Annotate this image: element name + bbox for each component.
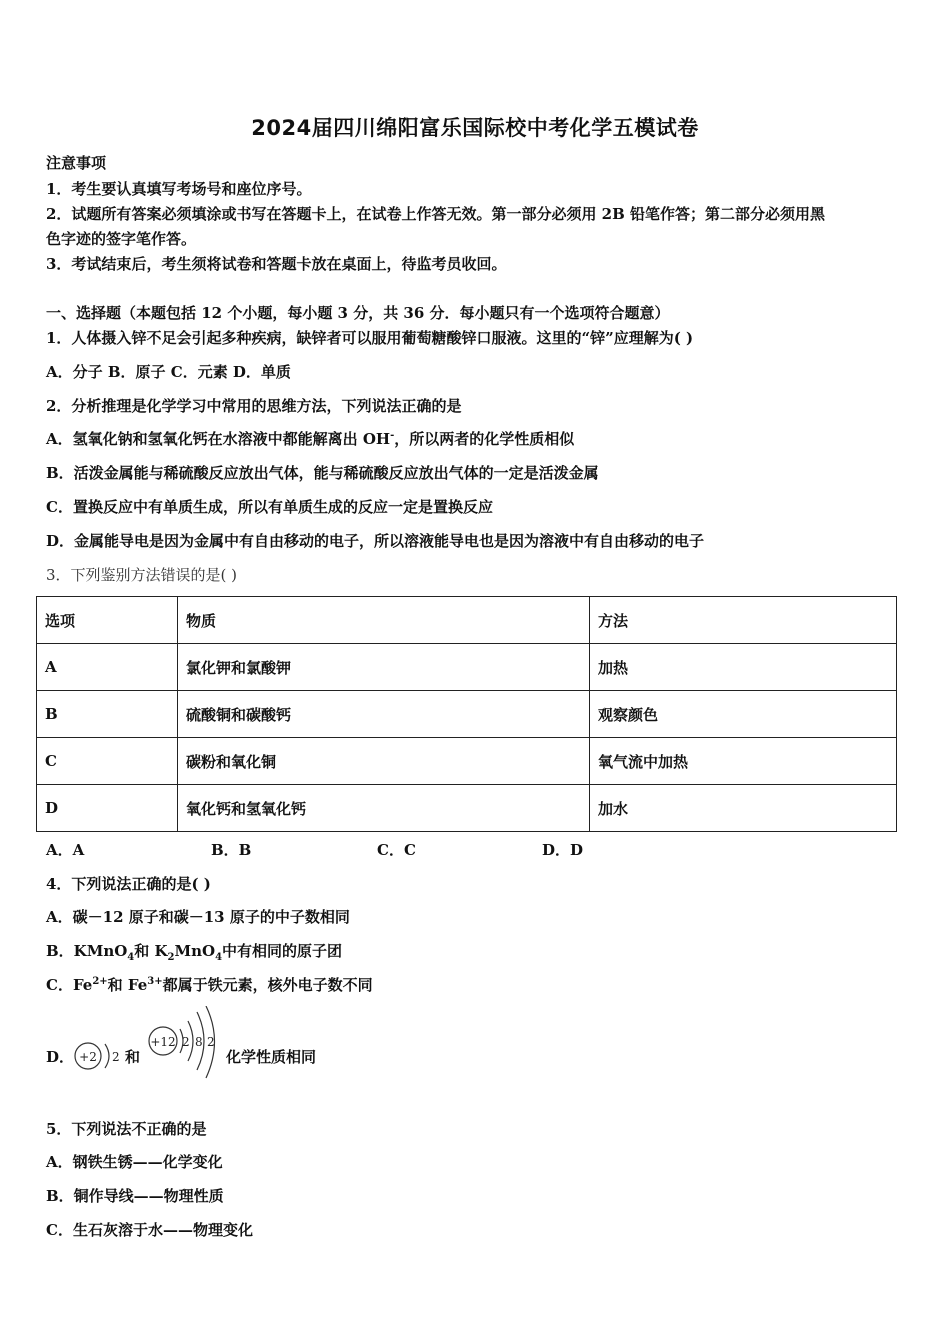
question-5-option-c: C．生石灰溶于水——物理变化 <box>46 1221 253 1239</box>
table-header: 方法 <box>590 597 897 644</box>
table-cell: 加热 <box>590 644 897 691</box>
table-cell: A <box>37 644 178 691</box>
atom2-shell-2-label: 8 <box>195 1035 203 1049</box>
table-cell: 加水 <box>590 785 897 832</box>
question-4-option-d-label: D． <box>46 1048 75 1066</box>
table-cell: 氧气流中加热 <box>590 738 897 785</box>
notice-heading: 注意事项 <box>46 154 107 172</box>
magnesium-atom-structure-diagram <box>146 1006 224 1082</box>
question-3-option-a: A．A <box>46 841 85 859</box>
table-header-row <box>37 597 897 644</box>
atom1-shell-label: 2 <box>112 1050 120 1064</box>
table-cell: 观察颜色 <box>590 691 897 738</box>
atom1-nucleus-label: +2 <box>79 1050 97 1064</box>
question-2-option-d: D．金属能导电是因为金属中有自由移动的电子，所以溶液能导电也是因为溶液中有自由移动的电子 <box>46 532 705 550</box>
question-1-options: A．分子 B．原子 C．元素 D．单质 <box>46 363 291 381</box>
notice-item: 色字迹的签字笔作答。 <box>46 230 197 248</box>
question-4-and: 和 <box>125 1048 141 1066</box>
atom2-shell-1-label: 2 <box>182 1035 190 1049</box>
question-2-option-b: B．活泼金属能与稀硫酸反应放出气体，能与稀硫酸反应放出气体的一定是活泼金属 <box>46 464 599 482</box>
notice-item: 2．试题所有答案必须填涂或书写在答题卡上，在试卷上作答无效。第一部分必须用 2B 铅笔作答；第二部分必须用黑 <box>46 205 826 223</box>
question-4-stem: 4．下列说法正确的是( ) <box>46 875 211 893</box>
question-4-option-a: A．碳－12 原子和碳－13 原子的中子数相同 <box>46 908 350 926</box>
question-5-option-a: A．钢铁生锈——化学变化 <box>46 1153 223 1171</box>
table-header: 物质 <box>178 597 590 644</box>
question-4-option-d-text: 化学性质相同 <box>226 1048 317 1066</box>
notice-item: 1．考生要认真填写考场号和座位序号。 <box>46 180 312 198</box>
atom2-nucleus-label: +12 <box>150 1035 176 1049</box>
table-cell: B <box>37 691 178 738</box>
table-cell: C <box>37 738 178 785</box>
question-4-option-c: C．$Fe^{2+}$和 $Fe^{3+}$都属于铁元素，核外电子数不同 <box>46 976 373 994</box>
question-2-option-c: C．置换反应中有单质生成，所以有单质生成的反应一定是置换反应 <box>46 498 493 516</box>
question-4-option-b: B．KMnO$_4$和 $K_2MnO_4$中有相同的原子团 <box>46 942 343 963</box>
table-cell: 碳粉和氧化铜 <box>178 738 590 785</box>
question-3-option-b: B．B <box>211 841 252 859</box>
helium-atom-structure-diagram <box>70 1036 124 1076</box>
question-3-table <box>36 596 897 832</box>
table-cell: D <box>37 785 178 832</box>
section-heading: 一、选择题（本题包括 12 个小题，每小题 3 分，共 36 分．每小题只有一个选项符合题意） <box>46 304 670 322</box>
notice-item: 3．考试结束后，考生须将试卷和答题卡放在桌面上，待监考员收回。 <box>46 255 507 273</box>
page-title: 2024届四川绵阳富乐国际校中考化学五模试卷 <box>251 116 699 140</box>
question-3-stem: 3．下列鉴别方法错误的是( ) <box>46 566 238 584</box>
question-2-option-a: A．氢氧化钠和氢氧化钙在水溶液中都能解离出 OH-，所以两者的化学性质相似 <box>46 430 575 448</box>
question-3-option-d: D．D <box>542 841 584 859</box>
table-row <box>37 691 897 738</box>
table-cell: 氯化钾和氯酸钾 <box>178 644 590 691</box>
table-row <box>37 738 897 785</box>
table-cell: 硫酸铜和碳酸钙 <box>178 691 590 738</box>
question-2-stem: 2．分析推理是化学学习中常用的思维方法，下列说法正确的是 <box>46 397 462 415</box>
table-row <box>37 644 897 691</box>
question-1-stem: 1．人体摄入锌不足会引起多种疾病，缺锌者可以服用葡萄糖酸锌口服液。这里的“锌”应理解为( ) <box>46 329 694 347</box>
atom2-shell-3-label: 2 <box>207 1035 215 1049</box>
question-3-option-c: C．C <box>377 841 416 859</box>
table-row <box>37 785 897 832</box>
table-header: 选项 <box>37 597 178 644</box>
question-5-stem: 5．下列说法不正确的是 <box>46 1120 207 1138</box>
table-cell: 氧化钙和氢氧化钙 <box>178 785 590 832</box>
question-5-option-b: B．铜作导线——物理性质 <box>46 1187 224 1205</box>
